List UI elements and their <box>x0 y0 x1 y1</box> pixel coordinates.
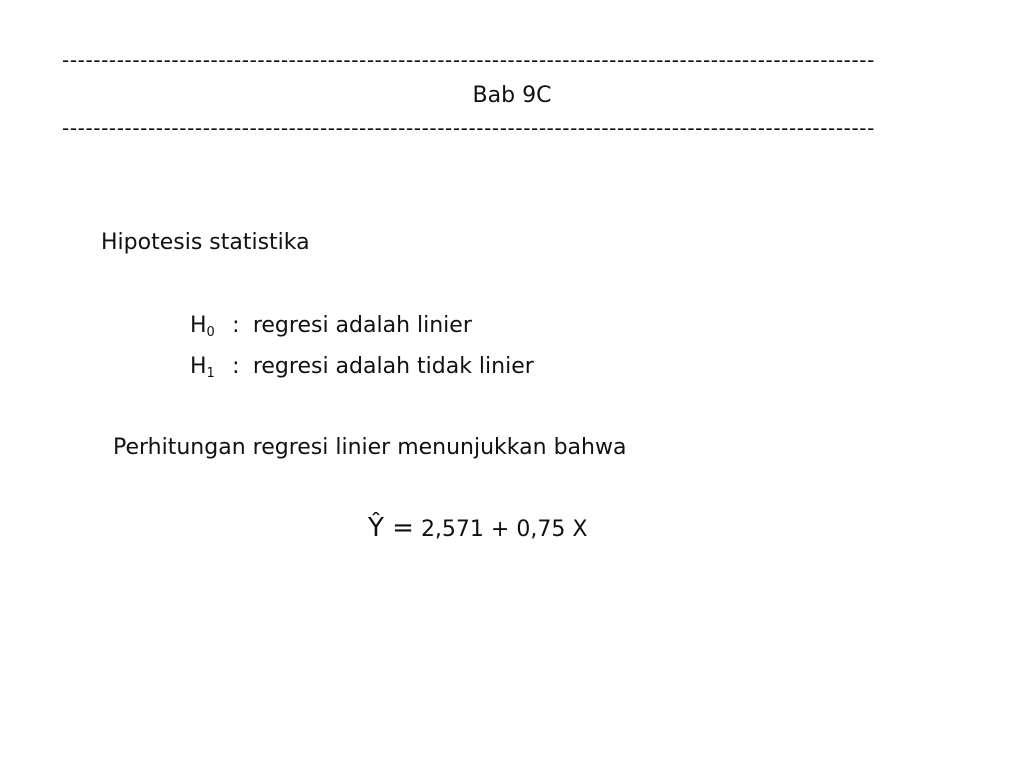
hypothesis-text: regresi adalah tidak linier <box>252 354 534 379</box>
regression-intro: Perhitungan regresi linier menunjukkan bahwa <box>113 435 627 460</box>
hypothesis-text: regresi adalah linier <box>252 313 472 338</box>
hypothesis-separator: : <box>232 354 240 379</box>
hypothesis-null <box>190 311 472 341</box>
regression-equation <box>368 511 587 547</box>
equation-lhs: Ŷ = <box>368 513 414 543</box>
hypothesis-separator: : <box>232 313 240 338</box>
hypothesis-symbol: H <box>190 313 207 338</box>
section-heading: Hipotesis statistika <box>101 230 310 255</box>
bottom-divider: -------------------------------------------------------------------------------------------------------- <box>62 116 875 140</box>
equation-rhs: 2,571 + 0,75 X <box>420 517 588 542</box>
hypothesis-subscript: 1 <box>206 366 215 381</box>
hypothesis-subscript: 0 <box>206 325 215 340</box>
slide-title: Bab 9C <box>472 83 552 108</box>
hypothesis-symbol: H <box>190 354 207 379</box>
top-divider: -------------------------------------------------------------------------------------------------------- <box>62 48 875 72</box>
hypothesis-alternative <box>190 352 534 382</box>
